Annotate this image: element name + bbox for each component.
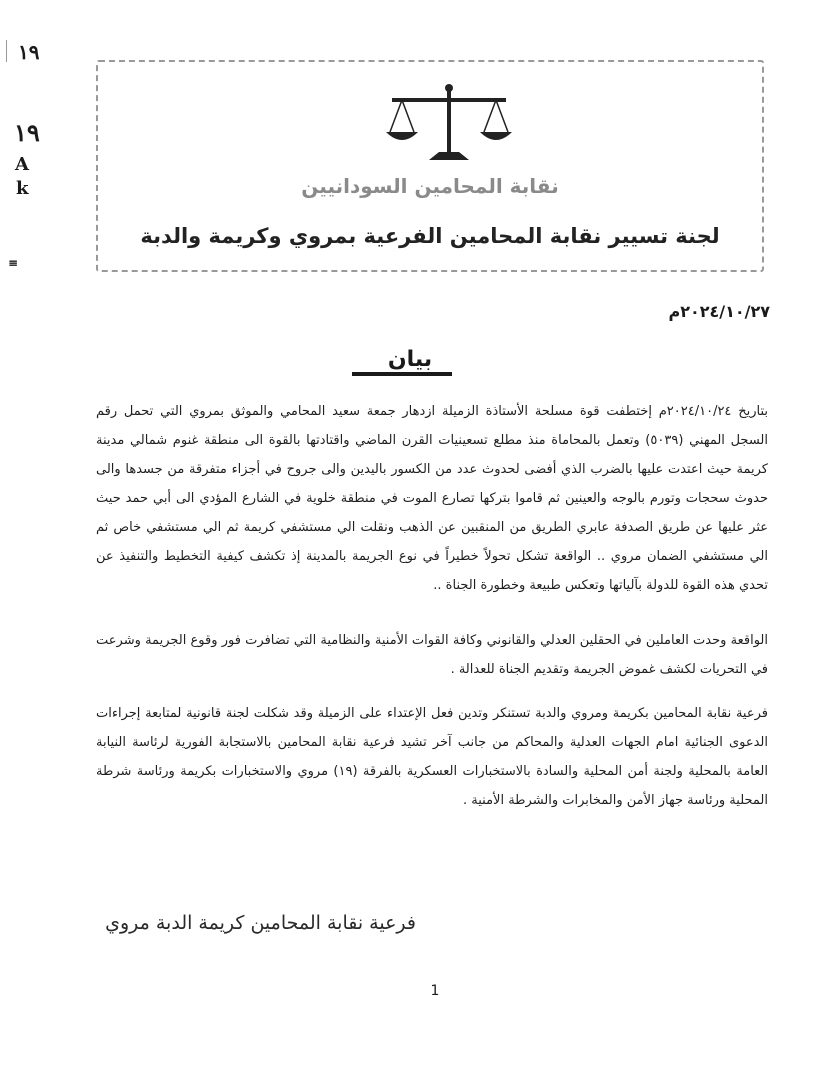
margin-mark: ≡ — [8, 256, 19, 270]
signature: فرعية نقابة المحامين كريمة الدبة مروي — [105, 912, 416, 934]
title-underline — [352, 372, 452, 376]
document-title: بيان — [387, 347, 433, 372]
paragraph: بتاريخ ٢٠٢٤/١٠/٢٤م إختطفت قوة مسلحة الأستاذة الزميلة ازدهار جمعة سعيد المحامي والموثق بمروي التي تحمل رقم السجل المهني (٥٠٣٩) وتعمل بالمحاماة منذ مطلع تسعينيات القرن الماضي واقتادتها بالقوة الى منطقة غنوم شمالي مدينة كريمة حيث اعتدت عليها بالضرب الذي أفضى لحدوث عدد من الكسور باليدين والى جروح في أجزاء متفرقة من جسدها والى حدوث سحجات وتورم بالوجه والعينين ثم قاموا بتركها تصارع الموت في منطقة خلوية في الشارع المؤدي الى أبي حمد حيث عثر عليها عن طريق الصدفة عابري الطريق من المنقبين عن الذهب ونقلت الي مستشفي كريمة ثم الي مستشفي خاص ثم الي مستشفي الضمان مروي .. الواقعة تشكل تحولاً خطيراً في نوع الجريمة بالمدينة إذ تكشف كيفية التخطيط والتنفيذ عن تحدي هذه القوة للدولة بآلياتها وتعكس طبيعة وخطورة الجناة .. — [96, 404, 768, 593]
margin-tick — [6, 40, 7, 62]
margin-mark: k — [16, 178, 29, 199]
margin-marks — [0, 0, 60, 300]
letterhead — [96, 60, 764, 272]
margin-mark: ١٩ — [18, 40, 40, 64]
scales-of-justice-icon — [384, 82, 514, 164]
paragraph: فرعية نقابة المحامين بكريمة ومروي والدبة تستنكر وتدين فعل الإعتداء على الزميلة وقد شكلت لجنة قانونية لمتابعة إجراءات الدعوى الجنائية امام الجهات العدلية والمحاكم من جانب آخر تشيد فرعية نقابة المحامين بالاستجابة الفورية لرئاسة النيابة العامة بالمحلية ولجنة أمن المحلية والسادة بالاستخبارات العسكرية بالفرقة (١٩) مروي والاستخبارات بكريمة ورئاسة شرطة المحلية ورئاسة جهاز الأمن والمخابرات والشرطة الأمنية . — [96, 706, 768, 808]
page-number: 1 — [430, 983, 440, 999]
margin-mark: A — [15, 154, 29, 175]
document-date: ٢٠٢٤/١٠/٢٧م — [668, 302, 770, 321]
letterhead-subtitle: لجنة تسيير نقابة المحامين الفرعية بمروي وكريمة والدبة — [140, 224, 720, 248]
letterhead-title: نقابة المحامين السودانيين — [301, 174, 559, 198]
paragraph: الواقعة وحدت العاملين في الحقلين العدلي والقانوني وكافة القوات الأمنية والنظامية التي تضافرت فور وقوع الجريمة وشرعت في التحريات لكشف غموض الجريمة وتقديم الجناة للعدالة . — [96, 633, 768, 677]
margin-mark: ١٩ — [14, 118, 40, 147]
